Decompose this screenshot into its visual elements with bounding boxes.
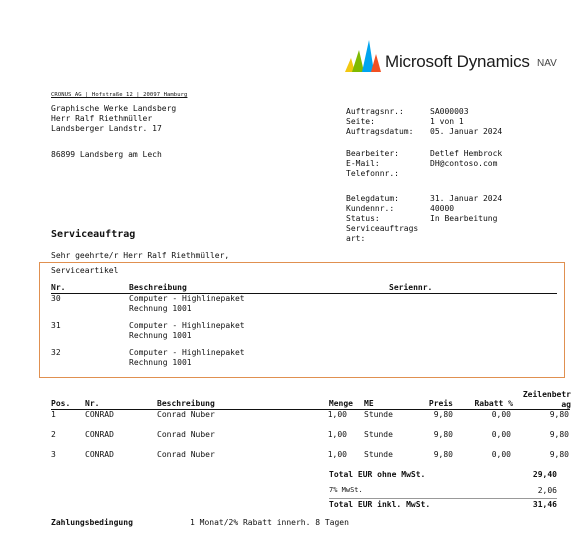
- col-header-beschreibung: Beschreibung: [129, 283, 187, 292]
- total-net-value: 29,40: [532, 470, 557, 479]
- total-net-label: Total EUR ohne MwSt.: [329, 470, 426, 479]
- table-row: [51, 410, 571, 420]
- service-item-row: [51, 294, 557, 316]
- col-header-me: ME: [364, 399, 374, 408]
- logo-brand-text: Microsoft Dynamics: [385, 52, 530, 71]
- salutation: Sehr geehrte/r Herr Ralf Riethmüller,: [51, 251, 230, 260]
- lines-table: [51, 388, 573, 463]
- row-rabatt: 0,00: [491, 450, 511, 459]
- col-header-rabatt: Rabatt %: [474, 399, 513, 408]
- row-betrag: 9,80: [549, 450, 569, 459]
- order-number-label: Auftragsnr.:: [346, 107, 404, 116]
- phone-label: Telefonnr.:: [346, 169, 399, 178]
- customer-number-value: 40000: [430, 204, 455, 213]
- col-header-pos: Pos.: [51, 399, 71, 408]
- order-number-value: SA000003: [430, 107, 469, 116]
- row-preis: 9,80: [433, 450, 453, 459]
- total-gross-label: Total EUR inkl. MwSt.: [329, 500, 431, 509]
- order-date-label: Auftragsdatum:: [346, 127, 414, 136]
- page-label: Seite:: [346, 117, 375, 126]
- payment-terms-label: Zahlungsbedingung: [51, 518, 133, 527]
- doc-date-label: Belegdatum:: [346, 194, 399, 203]
- table-row: [51, 450, 571, 460]
- handler-value: Detlef Hembrock: [430, 149, 503, 158]
- item-desc-2: Rechnung 1001: [129, 358, 192, 367]
- email-label: E-Mail:: [346, 159, 380, 168]
- row-me: Stunde: [364, 450, 393, 459]
- service-order-type-label: Serviceauftrags art:: [346, 224, 419, 243]
- total-row: [329, 486, 557, 496]
- total-row: [329, 500, 557, 510]
- row-rabatt: 0,00: [491, 410, 511, 419]
- row-betrag: 9,80: [549, 410, 569, 419]
- total-gross-value: 31,46: [532, 500, 557, 509]
- col-header-zeilenbetrag: Zeilenbetr ag: [522, 390, 571, 409]
- status-value: In Bearbeitung: [430, 214, 498, 223]
- total-row: [329, 470, 557, 480]
- row-pos: 3: [51, 450, 56, 459]
- order-date-value: 05. Januar 2024: [430, 127, 503, 136]
- col-header-nr: Nr.: [51, 283, 66, 292]
- col-header-seriennr: Seriennr.: [389, 283, 433, 292]
- item-desc: Computer - Highlinepaket: [129, 294, 245, 303]
- item-nr: 32: [51, 348, 61, 357]
- row-pos: 2: [51, 430, 56, 439]
- row-preis: 9,80: [433, 410, 453, 419]
- totals-block: [329, 470, 557, 514]
- recipient-city: 86899 Landsberg am Lech: [51, 150, 162, 159]
- vat-value: 2,06: [537, 486, 557, 495]
- item-desc: Computer - Highlinepaket: [129, 348, 245, 357]
- row-desc: Conrad Nuber: [157, 430, 215, 439]
- row-me: Stunde: [364, 410, 393, 419]
- handler-label: Bearbeiter:: [346, 149, 399, 158]
- payment-terms-value: 1 Monat/2% Rabatt innerh. 8 Tagen: [190, 518, 349, 527]
- recipient-line: Herr Ralf Riethmüller: [51, 114, 153, 123]
- email-value: DH@contoso.com: [430, 159, 498, 168]
- dynamics-logo-icon: [343, 38, 385, 74]
- status-label: Status:: [346, 214, 380, 223]
- sender-address: CRONUS AG | Hofstraße 12 | 20097 Hamburg: [51, 92, 188, 98]
- row-nr: CONRAD: [85, 410, 114, 419]
- row-nr: CONRAD: [85, 450, 114, 459]
- row-menge: 1,00: [327, 430, 347, 439]
- col-header-menge: Menge: [328, 399, 353, 408]
- microsoft-dynamics-logo: [343, 38, 558, 74]
- service-item-row: [51, 348, 557, 370]
- item-nr: 30: [51, 294, 61, 303]
- vat-label: 7% MwSt.: [329, 486, 363, 494]
- col-header-nr: Nr.: [85, 399, 100, 408]
- row-pos: 1: [51, 410, 56, 419]
- table-row: [51, 430, 571, 440]
- item-desc: Computer - Highlinepaket: [129, 321, 245, 330]
- row-preis: 9,80: [433, 430, 453, 439]
- recipient-line: Graphische Werke Landsberg: [51, 104, 177, 113]
- service-items-title: Serviceartikel: [51, 266, 119, 275]
- logo-nav-text: NAV: [537, 58, 557, 69]
- recipient-line: Landsberger Landstr. 17: [51, 124, 162, 133]
- recipient-address: [51, 104, 176, 134]
- row-desc: Conrad Nuber: [157, 410, 215, 419]
- service-item-row: [51, 321, 557, 343]
- item-nr: 31: [51, 321, 61, 330]
- customer-number-label: Kundennr.:: [346, 204, 395, 213]
- order-info-block: [346, 107, 546, 137]
- doc-date-value: 31. Januar 2024: [430, 194, 503, 203]
- row-desc: Conrad Nuber: [157, 450, 215, 459]
- row-betrag: 9,80: [549, 430, 569, 439]
- contact-info-block: [346, 149, 546, 179]
- row-nr: CONRAD: [85, 430, 114, 439]
- totals-rule: [329, 498, 557, 499]
- row-rabatt: 0,00: [491, 430, 511, 439]
- col-header-beschreibung: Beschreibung: [157, 399, 215, 408]
- service-items-box: [39, 262, 565, 378]
- row-menge: 1,00: [327, 450, 347, 459]
- page-value: 1 von 1: [430, 117, 464, 126]
- col-header-preis: Preis: [428, 399, 453, 408]
- document-info-block: [346, 194, 546, 242]
- row-menge: 1,00: [327, 410, 347, 419]
- item-desc-2: Rechnung 1001: [129, 304, 192, 313]
- item-desc-2: Rechnung 1001: [129, 331, 192, 340]
- document-title: Serviceauftrag: [51, 229, 136, 240]
- row-me: Stunde: [364, 430, 393, 439]
